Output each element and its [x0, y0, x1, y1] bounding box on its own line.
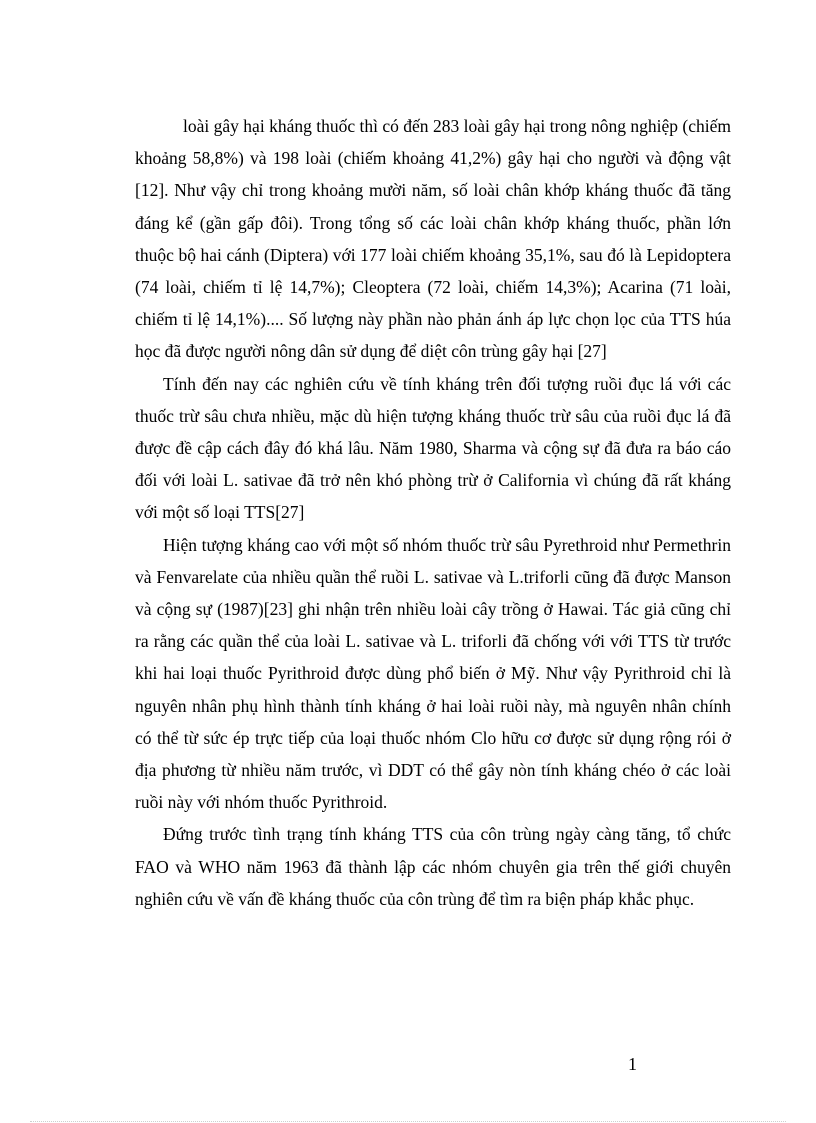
paragraph-2: Tính đến nay các nghiên cứu về tính kháng trên đối tượng ruồi đục lá với các thuốc trừ sâu chưa nhiều, mặc dù hiện tượng kháng thuốc trừ sâu của ruồi đục lá đã được đề cập cách đây đó khá lâu. Năm 1980, Sharma và cộng sự đã đưa ra báo cáo đối với loài L. sativae đã trở nên khó phòng trừ ở California vì chúng đã rất kháng với một số loại TTS[27] — [135, 373, 731, 523]
page-number: 1 — [628, 1054, 637, 1074]
page-bottom-divider — [30, 1121, 786, 1122]
paragraph-3: Hiện tượng kháng cao với một số nhóm thuốc trừ sâu Pyrethroid như Permethrin và Fenvarelate của nhiều quần thể ruồi L. sativae và L.triforli cũng đã được Manson và cộng sự (1987)[23] ghi nhận trên nhiều loài cây trồng ở Hawai. Tác giả cũng chỉ ra rằng các quần thể của loài L. sativae và L. triforli đã chống với với TTS từ trước khi hai loại thuốc Pyrithroid được dùng phổ biến ở Mỹ. Như vậy Pyrithroid chỉ là nguyên nhân phụ hình thành tính kháng ở hai loài ruồi này, mà nguyên nhân chính có thể từ sức ép trực tiếp của loại thuốc nhóm Clo hữu cơ được sử dụng rộng rói ở địa phương từ nhiều năm trước, vì DDT có thể gây nòn tính kháng chéo ở các loài ruồi này với nhóm thuốc Pyrithroid. — [135, 534, 731, 813]
paragraph-4: Đứng trước tình trạng tính kháng TTS của côn trùng ngày càng tăng, tổ chức FAO và WHO năm 1963 đã thành lập các nhóm chuyên gia trên thế giới chuyên nghiên cứu về vấn đề kháng thuốc của côn trùng để tìm ra biện pháp khắc phục. — [135, 824, 731, 909]
paragraph-1: loài gây hại kháng thuốc thì có đến 283 loài gây hại trong nông nghiệp (chiếm khoảng 58,8%) và 198 loài (chiếm khoảng 41,2%) gây hại cho người và động vật [12]. Như vậy chỉ trong khoảng mười năm, số loài chân khớp kháng thuốc đã tăng đáng kể (gần gấp đôi). Trong tổng số các loài chân khớp kháng thuốc, phần lớn thuộc bộ hai cánh (Diptera) với 177 loài chiếm khoảng 35,1%, sau đó là Lepidoptera (74 loài, chiếm tỉ lệ 14,7%); Cleoptera (72 loài, chiếm 14,3%); Acarina (71 loài, chiếm tỉ lệ 14,1%).... Số lượng này phần nào phản ánh áp lực chọn lọc của TTS húa học đã được người nông dân sử dụng để diệt côn trùng gây hại [27] — [135, 116, 731, 362]
body-text — [135, 110, 731, 915]
